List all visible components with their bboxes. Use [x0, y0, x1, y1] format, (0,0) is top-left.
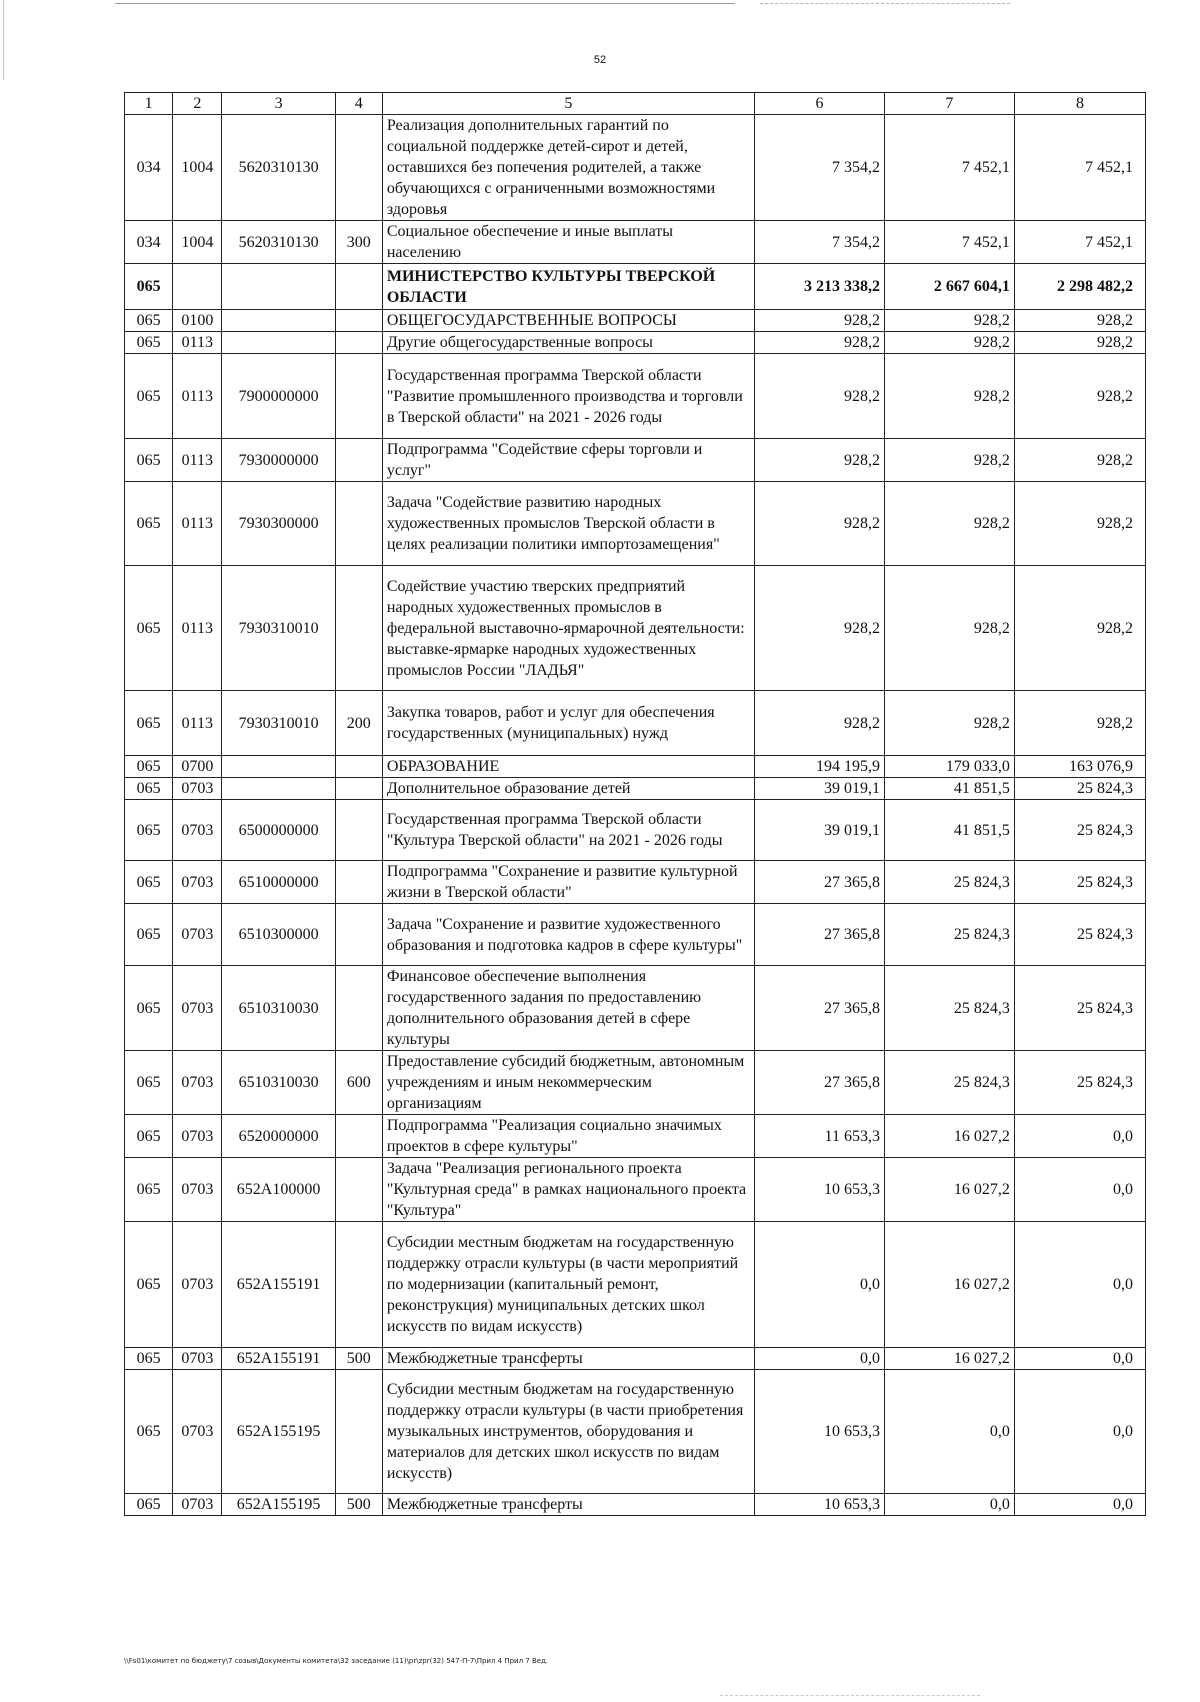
table-row — [125, 439, 1146, 482]
amount-2024-cell: 928,2 — [754, 482, 884, 566]
amount-2024-cell: 928,2 — [754, 310, 884, 332]
target-article-cell — [222, 310, 335, 332]
amount-2025-cell: 928,2 — [884, 439, 1014, 482]
ministry-code-cell: 065 — [125, 1158, 173, 1222]
table-row — [125, 904, 1146, 966]
scan-bottom-rule — [720, 1695, 980, 1696]
table-row — [125, 1494, 1146, 1516]
ministry-code-cell: 065 — [125, 966, 173, 1051]
section-code-cell: 0113 — [173, 354, 222, 439]
table-row — [125, 691, 1146, 756]
description-cell: Подпрограмма "Содействие сферы торговли и услуг" — [382, 439, 754, 482]
ministry-code-cell: 065 — [125, 904, 173, 966]
amount-2026-cell: 0,0 — [1014, 1348, 1145, 1370]
amount-2025-cell: 7 452,1 — [884, 115, 1014, 221]
description-cell: Задача "Содействие развитию народных художественных промыслов Тверской области в целях реализации политики импортозамещения" — [382, 482, 754, 566]
amount-2026-cell: 2 298 482,2 — [1014, 264, 1145, 310]
target-article-cell: 6510000000 — [222, 861, 335, 904]
description-cell: Задача "Сохранение и развитие художественного образования и подготовка кадров в сфере культуры" — [382, 904, 754, 966]
amount-2025-cell: 16 027,2 — [884, 1115, 1014, 1158]
section-code-cell: 0703 — [173, 1115, 222, 1158]
ministry-code-cell: 065 — [125, 1370, 173, 1494]
expense-type-cell: 500 — [335, 1348, 382, 1370]
amount-2026-cell: 25 824,3 — [1014, 904, 1145, 966]
target-article-cell — [222, 756, 335, 778]
ministry-code-cell: 065 — [125, 800, 173, 861]
section-code-cell: 0700 — [173, 756, 222, 778]
amount-2024-cell: 27 365,8 — [754, 904, 884, 966]
expense-type-cell — [335, 332, 382, 354]
description-cell: Предоставление субсидий бюджетным, автономным учреждениям и иным некоммерческим организациям — [382, 1051, 754, 1115]
expense-type-cell — [335, 800, 382, 861]
target-article-cell — [222, 264, 335, 310]
header-cell-5: 5 — [382, 93, 754, 115]
amount-2024-cell: 27 365,8 — [754, 966, 884, 1051]
amount-2024-cell: 10 653,3 — [754, 1494, 884, 1516]
amount-2026-cell: 25 824,3 — [1014, 966, 1145, 1051]
amount-2025-cell: 41 851,5 — [884, 800, 1014, 861]
description-cell: Задача "Реализация регионального проекта "Культурная среда" в рамках национального проекта "Культура" — [382, 1158, 754, 1222]
description-cell: Содействие участию тверских предприятий народных художественных промыслов в федеральной выставочно-ярмарочной деятельности: выставке-ярмарке народных художественных промыслов России "ЛАДЬЯ" — [382, 566, 754, 691]
section-code-cell: 1004 — [173, 221, 222, 264]
amount-2024-cell: 0,0 — [754, 1222, 884, 1348]
ministry-code-cell: 065 — [125, 566, 173, 691]
amount-2026-cell: 928,2 — [1014, 691, 1145, 756]
amount-2024-cell: 10 653,3 — [754, 1370, 884, 1494]
section-code-cell: 0113 — [173, 439, 222, 482]
amount-2025-cell: 16 027,2 — [884, 1222, 1014, 1348]
amount-2026-cell: 928,2 — [1014, 482, 1145, 566]
description-cell: МИНИСТЕРСТВО КУЛЬТУРЫ ТВЕРСКОЙ ОБЛАСТИ — [382, 264, 754, 310]
amount-2024-cell: 11 653,3 — [754, 1115, 884, 1158]
section-code-cell: 1004 — [173, 115, 222, 221]
table-row — [125, 566, 1146, 691]
amount-2024-cell: 928,2 — [754, 354, 884, 439]
amount-2026-cell: 0,0 — [1014, 1494, 1145, 1516]
description-cell: Финансовое обеспечение выполнения государственного задания по предоставлению дополнительного образования детей в сфере культуры — [382, 966, 754, 1051]
table-row — [125, 1348, 1146, 1370]
target-article-cell: 6520000000 — [222, 1115, 335, 1158]
expense-type-cell: 500 — [335, 1494, 382, 1516]
scan-top-rule-dashed — [760, 3, 1010, 4]
amount-2026-cell: 928,2 — [1014, 332, 1145, 354]
expense-type-cell — [335, 115, 382, 221]
description-cell: Другие общегосударственные вопросы — [382, 332, 754, 354]
target-article-cell: 7930310010 — [222, 566, 335, 691]
expense-type-cell — [335, 482, 382, 566]
amount-2026-cell: 25 824,3 — [1014, 1051, 1145, 1115]
amount-2025-cell: 7 452,1 — [884, 221, 1014, 264]
table-row — [125, 221, 1146, 264]
section-code-cell: 0703 — [173, 1158, 222, 1222]
section-code-cell: 0703 — [173, 800, 222, 861]
amount-2024-cell: 39 019,1 — [754, 800, 884, 861]
expense-type-cell — [335, 1222, 382, 1348]
footer-file-path: \\Fs01\комитет по бюджету\7 созыв\Документы комитета\32 заседание (11)\pr\zpr(32) 547-П-7\Прил 4 Прил 7 Вед. — [124, 1657, 549, 1665]
amount-2024-cell: 928,2 — [754, 332, 884, 354]
target-article-cell: 5620310130 — [222, 221, 335, 264]
description-cell: Государственная программа Тверской области "Развитие промышленного производства и торговли в Тверской области" на 2021 - 2026 годы — [382, 354, 754, 439]
section-code-cell: 0703 — [173, 904, 222, 966]
description-cell: Подпрограмма "Реализация социально значимых проектов в сфере культуры" — [382, 1115, 754, 1158]
section-code-cell: 0113 — [173, 691, 222, 756]
amount-2025-cell: 928,2 — [884, 482, 1014, 566]
amount-2025-cell: 0,0 — [884, 1494, 1014, 1516]
amount-2024-cell: 3 213 338,2 — [754, 264, 884, 310]
ministry-code-cell: 034 — [125, 115, 173, 221]
section-code-cell: 0100 — [173, 310, 222, 332]
scan-left-edge — [3, 0, 4, 80]
header-cell-3: 3 — [222, 93, 335, 115]
amount-2026-cell: 0,0 — [1014, 1158, 1145, 1222]
section-code-cell: 0703 — [173, 1051, 222, 1115]
section-code-cell: 0113 — [173, 332, 222, 354]
target-article-cell — [222, 332, 335, 354]
target-article-cell: 5620310130 — [222, 115, 335, 221]
table-row — [125, 354, 1146, 439]
amount-2026-cell: 7 452,1 — [1014, 115, 1145, 221]
expense-type-cell — [335, 1115, 382, 1158]
expense-type-cell — [335, 756, 382, 778]
section-code-cell: 0703 — [173, 1370, 222, 1494]
amount-2024-cell: 27 365,8 — [754, 861, 884, 904]
table-row — [125, 861, 1146, 904]
ministry-code-cell: 065 — [125, 439, 173, 482]
table-row — [125, 1158, 1146, 1222]
table-row — [125, 800, 1146, 861]
target-article-cell: 6510310030 — [222, 1051, 335, 1115]
amount-2026-cell: 7 452,1 — [1014, 221, 1145, 264]
expense-type-cell — [335, 1370, 382, 1494]
amount-2026-cell: 928,2 — [1014, 310, 1145, 332]
ministry-code-cell: 065 — [125, 1115, 173, 1158]
expense-type-cell — [335, 861, 382, 904]
ministry-code-cell: 065 — [125, 264, 173, 310]
description-cell: ОБЩЕГОСУДАРСТВЕННЫЕ ВОПРОСЫ — [382, 310, 754, 332]
amount-2025-cell: 928,2 — [884, 354, 1014, 439]
target-article-cell: 652A155191 — [222, 1222, 335, 1348]
amount-2025-cell: 179 033,0 — [884, 756, 1014, 778]
description-cell: Межбюджетные трансферты — [382, 1494, 754, 1516]
ministry-code-cell: 065 — [125, 691, 173, 756]
amount-2025-cell: 928,2 — [884, 691, 1014, 756]
target-article-cell: 7930000000 — [222, 439, 335, 482]
expense-type-cell: 600 — [335, 1051, 382, 1115]
expense-type-cell: 300 — [335, 221, 382, 264]
target-article-cell: 7900000000 — [222, 354, 335, 439]
header-cell-8: 8 — [1014, 93, 1145, 115]
description-cell: Субсидии местным бюджетам на государственную поддержку отрасли культуры (в части приобретения музыкальных инструментов, оборудования и материалов для детских школ искусств по видам искусств) — [382, 1370, 754, 1494]
expense-type-cell: 200 — [335, 691, 382, 756]
expense-type-cell — [335, 1158, 382, 1222]
section-code-cell: 0113 — [173, 566, 222, 691]
description-cell: Субсидии местным бюджетам на государственную поддержку отрасли культуры (в части мероприятий по модернизации (капитальный ремонт, реконструкция) муниципальных детских школ искусств по видам искусств) — [382, 1222, 754, 1348]
header-cell-1: 1 — [125, 93, 173, 115]
ministry-code-cell: 034 — [125, 221, 173, 264]
ministry-code-cell: 065 — [125, 1348, 173, 1370]
expense-type-cell — [335, 354, 382, 439]
target-article-cell: 652A155195 — [222, 1370, 335, 1494]
amount-2025-cell: 928,2 — [884, 310, 1014, 332]
amount-2024-cell: 928,2 — [754, 566, 884, 691]
section-code-cell: 0703 — [173, 1348, 222, 1370]
description-cell: Реализация дополнительных гарантий по социальной поддержке детей-сирот и детей, оставшихся без попечения родителей, а также обучающихся с ограниченными возможностями здоровья — [382, 115, 754, 221]
amount-2025-cell: 25 824,3 — [884, 966, 1014, 1051]
page-number: 52 — [593, 54, 607, 66]
expense-type-cell — [335, 778, 382, 800]
amount-2025-cell: 16 027,2 — [884, 1348, 1014, 1370]
amount-2024-cell: 27 365,8 — [754, 1051, 884, 1115]
ministry-code-cell: 065 — [125, 1494, 173, 1516]
amount-2025-cell: 2 667 604,1 — [884, 264, 1014, 310]
target-article-cell: 6510310030 — [222, 966, 335, 1051]
target-article-cell: 652A100000 — [222, 1158, 335, 1222]
amount-2025-cell: 928,2 — [884, 332, 1014, 354]
amount-2025-cell: 928,2 — [884, 566, 1014, 691]
table-row — [125, 756, 1146, 778]
expense-type-cell — [335, 310, 382, 332]
table-row — [125, 482, 1146, 566]
amount-2025-cell: 0,0 — [884, 1370, 1014, 1494]
description-cell: Межбюджетные трансферты — [382, 1348, 754, 1370]
amount-2026-cell: 928,2 — [1014, 354, 1145, 439]
header-cell-2: 2 — [173, 93, 222, 115]
ministry-code-cell: 065 — [125, 1222, 173, 1348]
expense-type-cell — [335, 264, 382, 310]
amount-2024-cell: 194 195,9 — [754, 756, 884, 778]
section-code-cell: 0703 — [173, 861, 222, 904]
target-article-cell: 7930300000 — [222, 482, 335, 566]
description-cell: Подпрограмма "Сохранение и развитие культурной жизни в Тверской области" — [382, 861, 754, 904]
amount-2025-cell: 25 824,3 — [884, 861, 1014, 904]
amount-2025-cell: 25 824,3 — [884, 1051, 1014, 1115]
table-row — [125, 310, 1146, 332]
expense-type-cell — [335, 966, 382, 1051]
target-article-cell — [222, 778, 335, 800]
header-cell-7: 7 — [884, 93, 1014, 115]
description-cell: Государственная программа Тверской области "Культура Тверской области" на 2021 - 2026 годы — [382, 800, 754, 861]
scan-top-rule — [115, 3, 735, 4]
ministry-code-cell: 065 — [125, 332, 173, 354]
description-cell: Закупка товаров, работ и услуг для обеспечения государственных (муниципальных) нужд — [382, 691, 754, 756]
expense-type-cell — [335, 904, 382, 966]
table-row — [125, 1370, 1146, 1494]
description-cell: ОБРАЗОВАНИЕ — [382, 756, 754, 778]
header-cell-6: 6 — [754, 93, 884, 115]
ministry-code-cell: 065 — [125, 354, 173, 439]
amount-2024-cell: 7 354,2 — [754, 115, 884, 221]
amount-2026-cell: 0,0 — [1014, 1222, 1145, 1348]
amount-2026-cell: 25 824,3 — [1014, 800, 1145, 861]
amount-2024-cell: 928,2 — [754, 439, 884, 482]
table-row — [125, 966, 1146, 1051]
ministry-code-cell: 065 — [125, 482, 173, 566]
table-row — [125, 1222, 1146, 1348]
table-row — [125, 1051, 1146, 1115]
table-row — [125, 115, 1146, 221]
amount-2024-cell: 928,2 — [754, 691, 884, 756]
target-article-cell: 652A155195 — [222, 1494, 335, 1516]
ministry-code-cell: 065 — [125, 778, 173, 800]
amount-2024-cell: 39 019,1 — [754, 778, 884, 800]
amount-2024-cell: 7 354,2 — [754, 221, 884, 264]
description-cell: Социальное обеспечение и иные выплаты населению — [382, 221, 754, 264]
table-header-row — [125, 93, 1146, 115]
amount-2026-cell: 25 824,3 — [1014, 861, 1145, 904]
ministry-code-cell: 065 — [125, 756, 173, 778]
section-code-cell: 0703 — [173, 1222, 222, 1348]
amount-2026-cell: 163 076,9 — [1014, 756, 1145, 778]
amount-2026-cell: 928,2 — [1014, 566, 1145, 691]
section-code-cell: 0113 — [173, 482, 222, 566]
target-article-cell: 6500000000 — [222, 800, 335, 861]
amount-2026-cell: 0,0 — [1014, 1115, 1145, 1158]
table-row — [125, 264, 1146, 310]
amount-2026-cell: 25 824,3 — [1014, 778, 1145, 800]
ministry-code-cell: 065 — [125, 310, 173, 332]
amount-2026-cell: 928,2 — [1014, 439, 1145, 482]
table-row — [125, 332, 1146, 354]
section-code-cell: 0703 — [173, 778, 222, 800]
amount-2024-cell: 10 653,3 — [754, 1158, 884, 1222]
amount-2025-cell: 41 851,5 — [884, 778, 1014, 800]
amount-2025-cell: 16 027,2 — [884, 1158, 1014, 1222]
section-code-cell — [173, 264, 222, 310]
target-article-cell: 7930310010 — [222, 691, 335, 756]
section-code-cell: 0703 — [173, 1494, 222, 1516]
amount-2024-cell: 0,0 — [754, 1348, 884, 1370]
ministry-code-cell: 065 — [125, 1051, 173, 1115]
description-cell: Дополнительное образование детей — [382, 778, 754, 800]
ministry-code-cell: 065 — [125, 861, 173, 904]
target-article-cell: 6510300000 — [222, 904, 335, 966]
expense-type-cell — [335, 566, 382, 691]
section-code-cell: 0703 — [173, 966, 222, 1051]
table-row — [125, 1115, 1146, 1158]
expense-type-cell — [335, 439, 382, 482]
header-cell-4: 4 — [335, 93, 382, 115]
budget-table — [124, 92, 1146, 1516]
table-row — [125, 778, 1146, 800]
amount-2026-cell: 0,0 — [1014, 1370, 1145, 1494]
amount-2025-cell: 25 824,3 — [884, 904, 1014, 966]
target-article-cell: 652A155191 — [222, 1348, 335, 1370]
